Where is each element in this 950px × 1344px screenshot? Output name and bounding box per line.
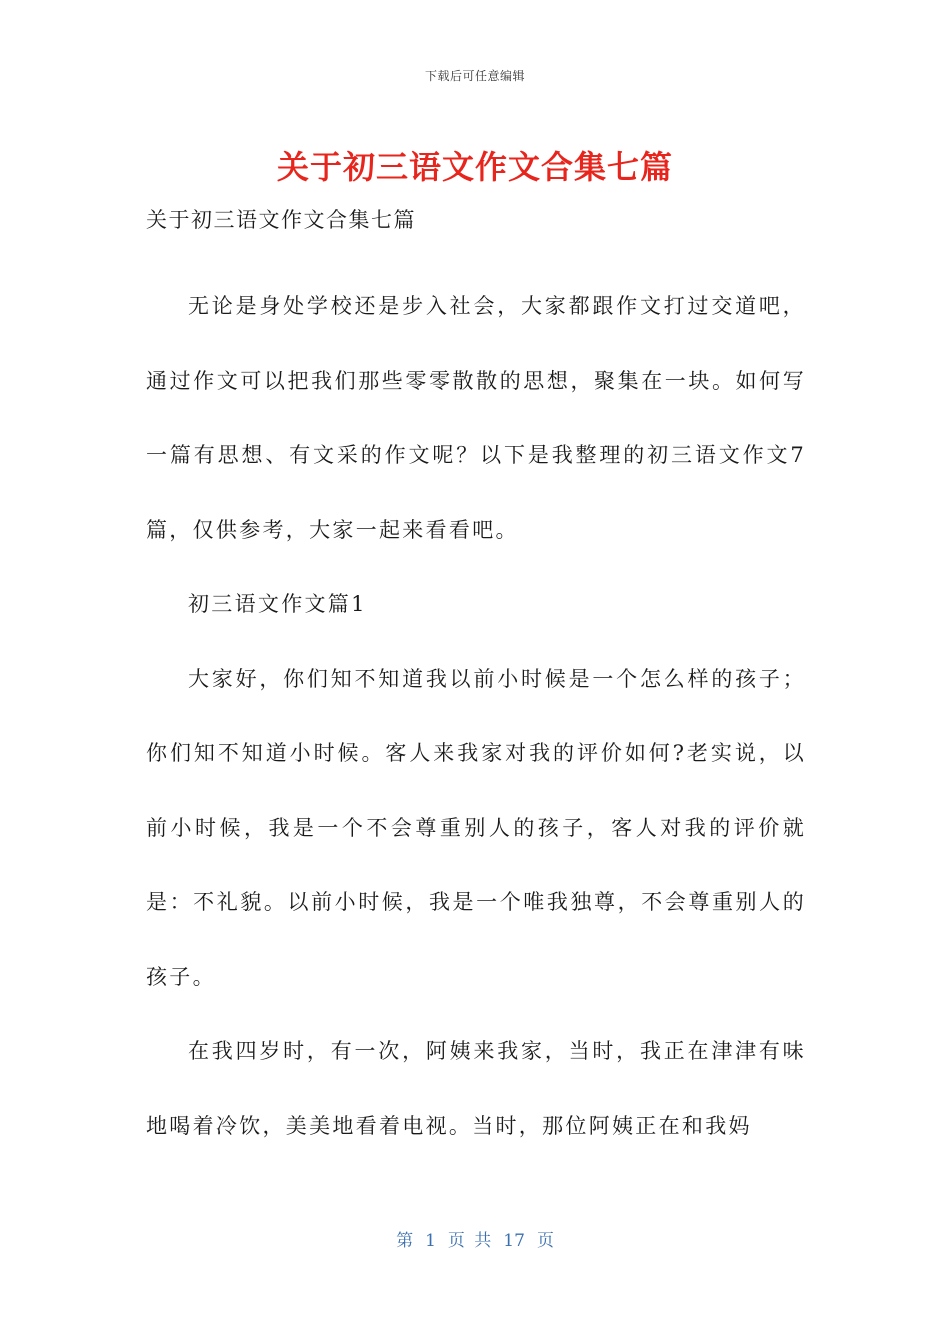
current-page-number: 1 [425,1231,436,1251]
footer-suffix: 页 [536,1231,554,1251]
body-paragraph: 在我四岁时，有一次，阿姨来我家，当时，我正在津津有味地喝着冷饮，美美地看着电视。当时，那位阿姨正在和我妈 [146,1039,806,1138]
document-title: 关于初三语文作文合集七篇 [276,148,673,186]
intro-paragraph: 无论是身处学校还是步入社会，大家都跟作文打过交道吧，通过作文可以把我们那些零零散散的思想，聚集在一块。如何写一篇有思想、有文采的作文呢？以下是我整理的初三语文作文7篇，仅供参考，大家一起来看看吧。 [146,294,806,542]
section-heading: 初三语文作文篇1 [188,592,367,616]
header-note: 下载后可任意编辑 [424,69,525,83]
footer-prefix: 第 [396,1231,414,1251]
footer-mid: 页 共 [447,1231,492,1251]
page-number-footer [0,1226,950,1251]
total-page-count: 17 [503,1231,525,1251]
document-subtitle: 关于初三语文作文合集七篇 [146,208,416,232]
body-paragraph: 大家好，你们知不知道我以前小时候是一个怎么样的孩子；你们知不知道小时候。客人来我家对我的评价如何?老实说，以前小时候，我是一个不会尊重别人的孩子，客人对我的评价就是：不礼貌。以前小时候，我是一个唯我独尊，不会尊重别人的孩子。 [146,666,806,989]
document-body [146,269,806,1163]
